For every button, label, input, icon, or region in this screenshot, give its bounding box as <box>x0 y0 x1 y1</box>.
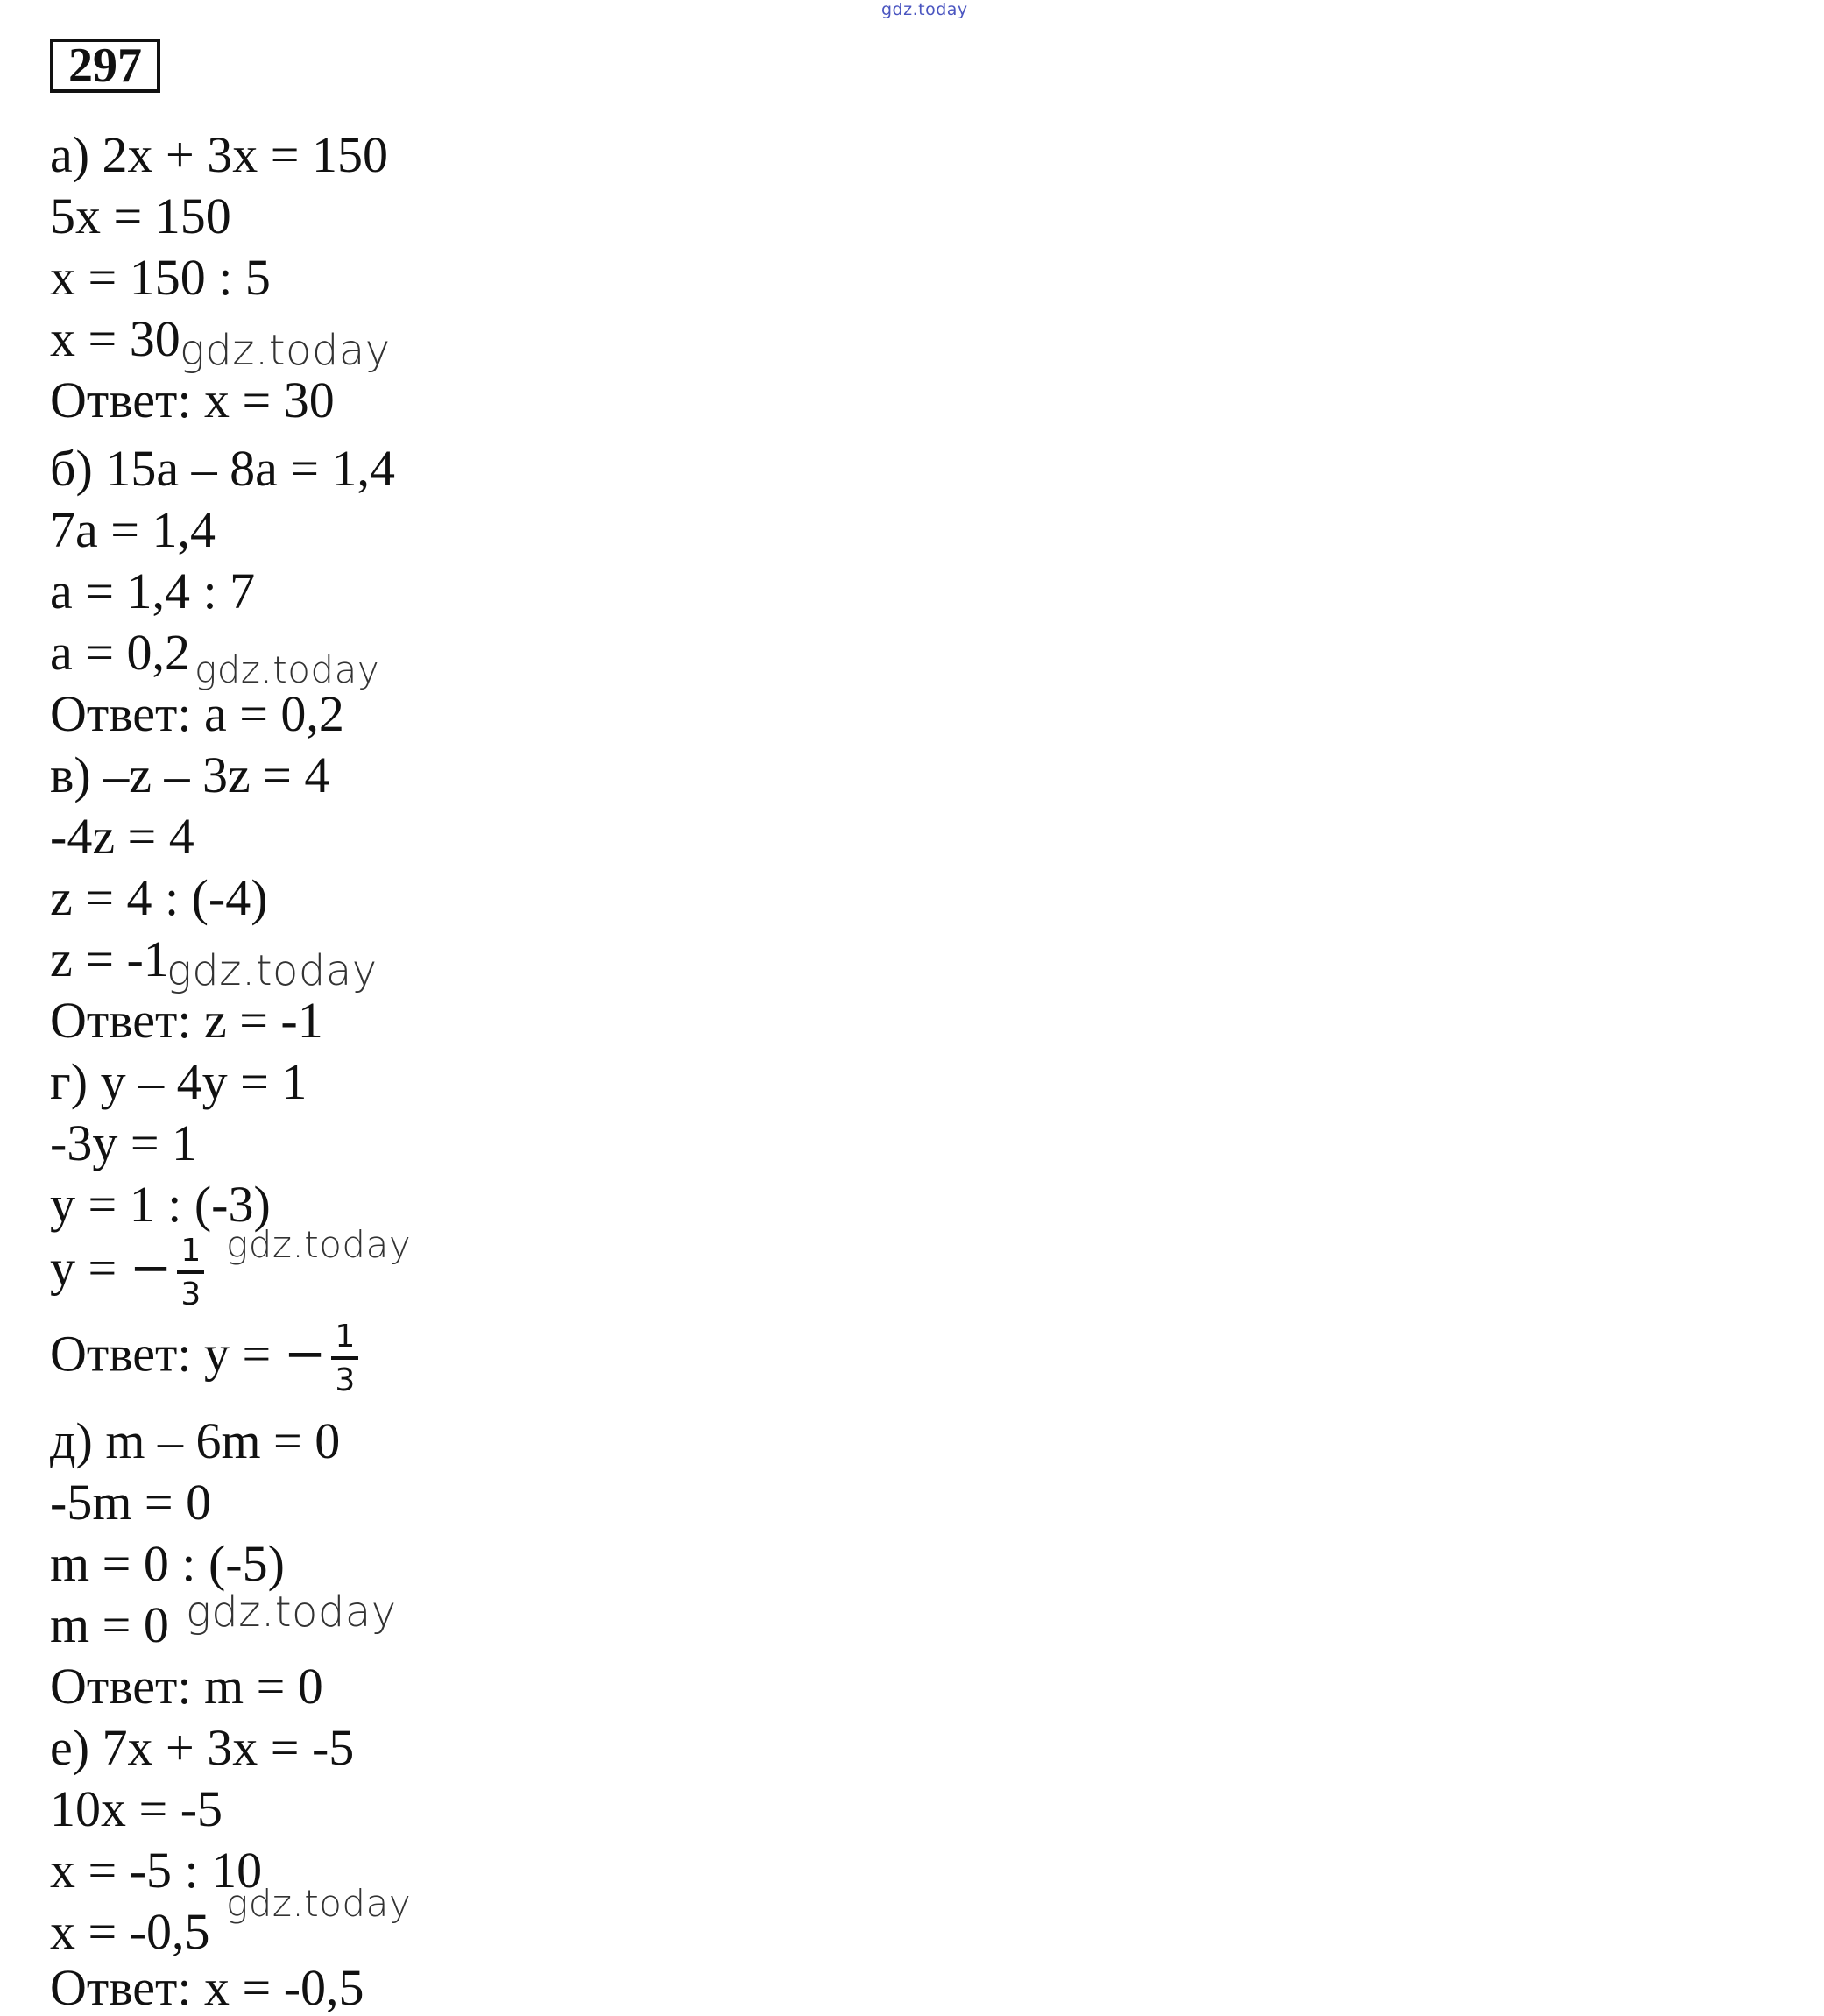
answer-line: Ответ: x = -0,5 <box>50 1959 364 2016</box>
equation-line: 7a = 1,4 <box>50 501 216 558</box>
watermark-text: gdz.today <box>166 946 378 995</box>
watermark-text: gdz.today <box>226 1223 412 1266</box>
answer-line: Ответ: x = 30 <box>50 371 335 428</box>
equation-line: a = 1,4 : 7 <box>50 562 256 619</box>
minus-sign: − <box>129 1237 173 1298</box>
equation-line: е) 7x + 3x = -5 <box>50 1719 355 1776</box>
task-number: 297 <box>50 39 160 93</box>
equation-prefix: y = <box>50 1239 130 1297</box>
equation-line: x = 30 <box>50 310 180 367</box>
equation-line-fraction <box>50 1235 204 1311</box>
equation-line: 5x = 150 <box>50 187 231 244</box>
equation-line: -4z = 4 <box>50 808 194 865</box>
equation-line: г) y – 4y = 1 <box>50 1053 308 1110</box>
fraction-numerator: 1 <box>177 1235 204 1274</box>
answer-line: Ответ: m = 0 <box>50 1658 323 1715</box>
fraction-denominator: 3 <box>180 1277 201 1312</box>
fraction-numerator: 1 <box>331 1321 358 1360</box>
equation-line: z = 4 : (-4) <box>50 869 268 926</box>
equation-line: в) –z – 3z = 4 <box>50 746 330 803</box>
fraction <box>177 1235 204 1311</box>
equation-line: -5m = 0 <box>50 1474 212 1531</box>
minus-sign: − <box>283 1323 327 1383</box>
equation-line: m = 0 <box>50 1596 169 1653</box>
watermark-text: gdz.today <box>180 326 391 375</box>
equation-line: x = -5 : 10 <box>50 1842 263 1899</box>
watermark-text: gdz.today <box>226 1882 412 1925</box>
answer-line-fraction <box>50 1321 358 1397</box>
fraction <box>331 1321 358 1397</box>
equation-line: д) m – 6m = 0 <box>50 1412 341 1469</box>
answer-prefix: Ответ: y = <box>50 1325 284 1383</box>
equation-line: m = 0 : (-5) <box>50 1535 285 1592</box>
equation-line: x = -0,5 <box>50 1903 210 1960</box>
answer-line: Ответ: z = -1 <box>50 992 323 1049</box>
equation-line: 10x = -5 <box>50 1780 223 1837</box>
equation-line: a = 0,2 <box>50 624 190 681</box>
watermark-text: gdz.today <box>186 1588 397 1637</box>
equation-line: x = 150 : 5 <box>50 249 271 306</box>
equation-line: -3y = 1 <box>50 1114 198 1171</box>
equation-line: б) 15a – 8a = 1,4 <box>50 440 396 497</box>
fraction-denominator: 3 <box>335 1362 356 1398</box>
equation-line: y = 1 : (-3) <box>50 1176 271 1233</box>
watermark-text: gdz.today <box>194 648 380 691</box>
answer-line: Ответ: a = 0,2 <box>50 685 344 742</box>
equation-line: а) 2x + 3x = 150 <box>50 126 388 183</box>
header-watermark: gdz.today <box>881 0 968 19</box>
equation-line: z = -1 <box>50 930 169 987</box>
